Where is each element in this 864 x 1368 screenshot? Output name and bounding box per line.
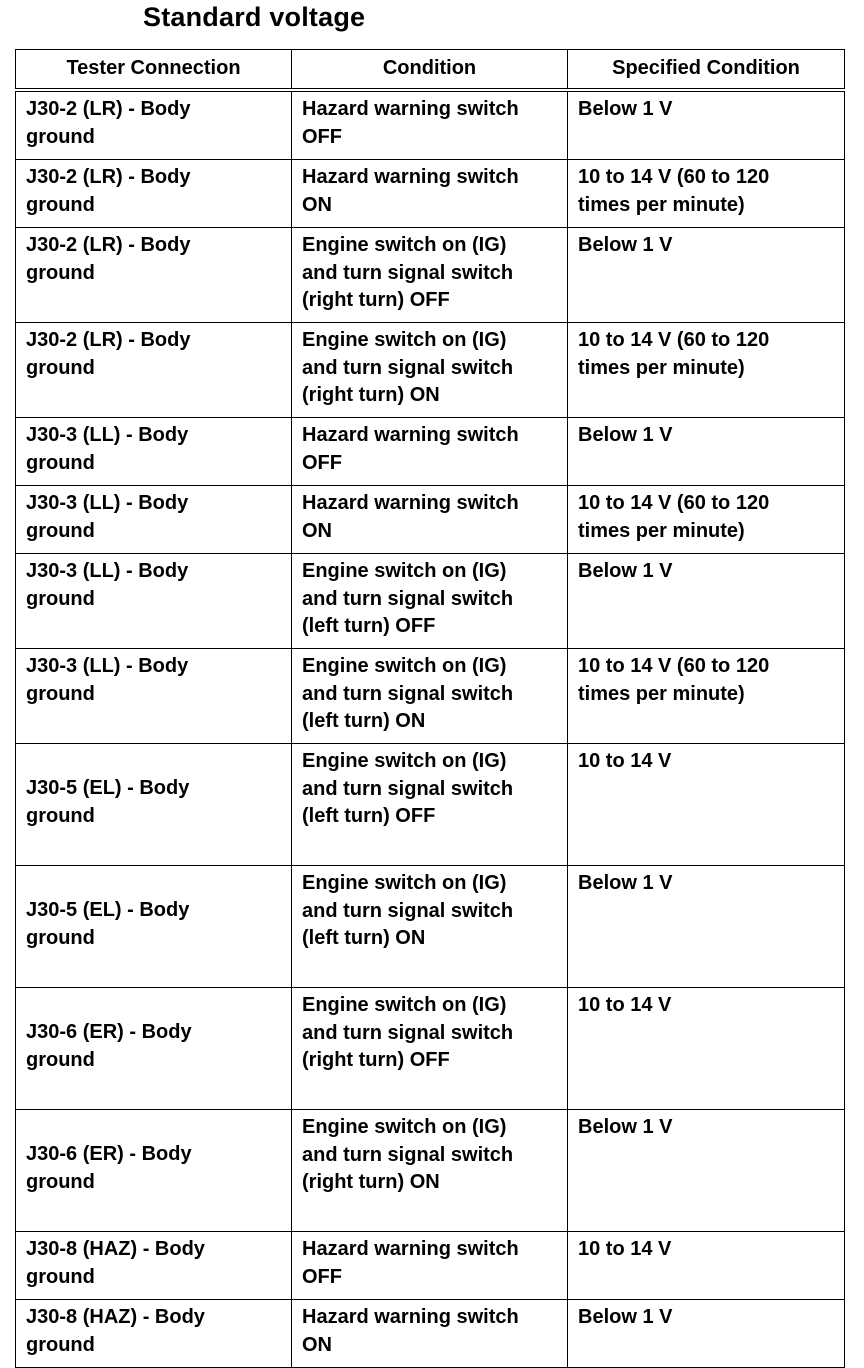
specified-condition-cell: 10 to 14 V (60 to 120 times per minute): [568, 160, 845, 228]
table-row: [16, 554, 845, 649]
condition-cell: Hazard warning switch OFF: [292, 90, 568, 160]
tester-connection-cell: J30-3 (LL) - Body ground: [16, 649, 292, 744]
table-header-row: [16, 50, 845, 91]
table-row: [16, 486, 845, 554]
table-row: [16, 90, 845, 160]
tester-connection-cell: J30-2 (LR) - Body ground: [16, 323, 292, 418]
table-row: [16, 1110, 845, 1232]
table-row: [16, 160, 845, 228]
tester-connection-cell: J30-2 (LR) - Body ground: [16, 90, 292, 160]
tester-connection-cell: J30-5 (EL) - Body ground: [16, 866, 292, 988]
tester-connection-cell: J30-3 (LL) - Body ground: [16, 486, 292, 554]
tester-connection-cell: J30-8 (HAZ) - Body ground: [16, 1300, 292, 1368]
condition-cell: Engine switch on (IG) and turn signal switch (left turn) ON: [292, 866, 568, 988]
condition-cell: Engine switch on (IG) and turn signal switch (right turn) OFF: [292, 988, 568, 1110]
header-condition: Condition: [292, 50, 568, 91]
specified-condition-cell: Below 1 V: [568, 90, 845, 160]
table-row: [16, 1300, 845, 1368]
table-row: [16, 323, 845, 418]
specified-condition-cell: 10 to 14 V: [568, 988, 845, 1110]
table-row: [16, 418, 845, 486]
condition-cell: Hazard warning switch ON: [292, 160, 568, 228]
specified-condition-cell: 10 to 14 V: [568, 744, 845, 866]
tester-connection-cell: J30-5 (EL) - Body ground: [16, 744, 292, 866]
condition-cell: Engine switch on (IG) and turn signal switch (right turn) ON: [292, 323, 568, 418]
table-row: [16, 1232, 845, 1300]
tester-connection-cell: J30-3 (LL) - Body ground: [16, 418, 292, 486]
condition-cell: Engine switch on (IG) and turn signal switch (right turn) OFF: [292, 228, 568, 323]
condition-cell: Engine switch on (IG) and turn signal switch (right turn) ON: [292, 1110, 568, 1232]
specified-condition-cell: Below 1 V: [568, 418, 845, 486]
specified-condition-cell: Below 1 V: [568, 1110, 845, 1232]
specified-condition-cell: Below 1 V: [568, 866, 845, 988]
tester-connection-cell: J30-6 (ER) - Body ground: [16, 988, 292, 1110]
table-row: [16, 649, 845, 744]
header-specified-condition: Specified Condition: [568, 50, 845, 91]
specified-condition-cell: 10 to 14 V (60 to 120 times per minute): [568, 649, 845, 744]
table-row: [16, 988, 845, 1110]
table-row: [16, 744, 845, 866]
table-row: [16, 866, 845, 988]
table-row: [16, 228, 845, 323]
condition-cell: Hazard warning switch ON: [292, 486, 568, 554]
standard-voltage-table: [15, 49, 845, 1368]
condition-cell: Hazard warning switch OFF: [292, 1232, 568, 1300]
header-tester-connection: Tester Connection: [16, 50, 292, 91]
condition-cell: Engine switch on (IG) and turn signal switch (left turn) OFF: [292, 554, 568, 649]
tester-connection-cell: J30-3 (LL) - Body ground: [16, 554, 292, 649]
tester-connection-cell: J30-2 (LR) - Body ground: [16, 160, 292, 228]
tester-connection-cell: J30-8 (HAZ) - Body ground: [16, 1232, 292, 1300]
condition-cell: Hazard warning switch OFF: [292, 418, 568, 486]
specified-condition-cell: Below 1 V: [568, 228, 845, 323]
page-title: Standard voltage: [143, 2, 366, 32]
specified-condition-cell: 10 to 14 V: [568, 1232, 845, 1300]
specified-condition-cell: Below 1 V: [568, 1300, 845, 1368]
condition-cell: Engine switch on (IG) and turn signal switch (left turn) ON: [292, 649, 568, 744]
condition-cell: Hazard warning switch ON: [292, 1300, 568, 1368]
specified-condition-cell: 10 to 14 V (60 to 120 times per minute): [568, 486, 845, 554]
specified-condition-cell: 10 to 14 V (60 to 120 times per minute): [568, 323, 845, 418]
tester-connection-cell: J30-6 (ER) - Body ground: [16, 1110, 292, 1232]
condition-cell: Engine switch on (IG) and turn signal switch (left turn) OFF: [292, 744, 568, 866]
tester-connection-cell: J30-2 (LR) - Body ground: [16, 228, 292, 323]
specified-condition-cell: Below 1 V: [568, 554, 845, 649]
